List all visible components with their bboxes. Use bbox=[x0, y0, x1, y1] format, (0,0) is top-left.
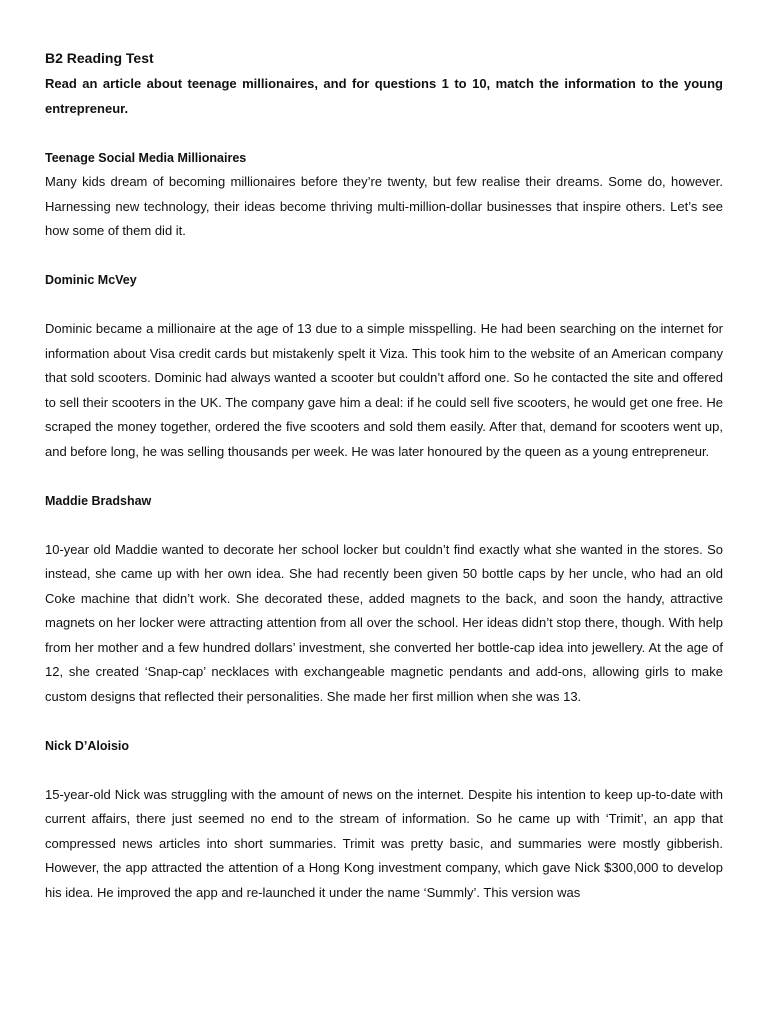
spacer bbox=[45, 513, 723, 538]
spacer bbox=[45, 464, 723, 489]
test-title: B2 Reading Test bbox=[45, 50, 154, 66]
spacer bbox=[45, 709, 723, 734]
spacer bbox=[45, 244, 723, 269]
section-heading-maddie: Maddie Bradshaw bbox=[45, 493, 152, 508]
section-heading-dominic: Dominic McVey bbox=[45, 273, 137, 287]
instructions: Read an article about teenage millionaires, and for questions 1 to 10, match the information to the young entrepreneur. bbox=[45, 76, 723, 116]
spacer bbox=[45, 121, 723, 146]
section-text-maddie: 10-year old Maddie wanted to decorate her school locker but couldn’t find exactly what she wanted in the stores. So instead, she came up with her own idea. She had recently been given 50 bottle caps by her uncle, who had an old Coke machine that didn’t work. She decorated these, added magnets to the back, and soon the handy, attractive magnets on her locker were attracting attention from all over the school. Her ideas didn’t stop there, though. With help from her mother and a few hundred dollars’ investment, she converted her bottle-cap idea into jewellery. At the age of 12, she created ‘Snap-cap’ necklaces with exchangeable magnetic pendants and add-ons, allowing girls to make custom designs that reflected their personalities. She made her first million when she was 13. bbox=[45, 541, 723, 704]
spacer bbox=[45, 758, 723, 783]
section-heading-nick: Nick D’Aloisio bbox=[45, 738, 130, 753]
section-text-dominic: Dominic became a millionaire at the age of 13 due to a simple misspelling. He had been searching on the internet for information about Visa credit cards but mistakenly spelt it Viza. This took him to the website of an American company that sold scooters. Dominic had always wanted a scooter but couldn’t afford one. So he contacted the site and offered to sell their scooters in the UK. The company gave him a deal: if he could sell five scooters, he would get one free. He scraped the money together, ordered the five scooters and sold them easily. After that, demand for scooters went up, and before long, he was selling thousands per week. He was later honoured by the queen as a young entrepreneur. bbox=[45, 321, 723, 459]
section-text-nick: 15-year-old Nick was struggling with the amount of news on the internet. Despite his intention to keep up-to-date with current affairs, there just seemed no end to the stream of information. So he came up with ‘Trimit’, an app that compressed news articles into short summaries. Trimit was pretty basic, and summaries were mostly gibberish. However, the app attracted the attention of a Hong Kong investment company, which gave Nick $300,000 to develop his idea. He improved the app and re-launched it under the name ‘Summly’. This version was bbox=[45, 786, 723, 900]
spacer bbox=[45, 293, 723, 318]
document-page bbox=[45, 48, 723, 905]
article-heading: Teenage Social Media Millionaires bbox=[45, 150, 247, 165]
article-intro: Many kids dream of becoming millionaires before they’re twenty, but few realise their dreams. Some do, however. Harnessing new technology, their ideas become thriving multi-million-dollar businesses that inspire others. Let’s see how some of them did it. bbox=[45, 174, 723, 238]
